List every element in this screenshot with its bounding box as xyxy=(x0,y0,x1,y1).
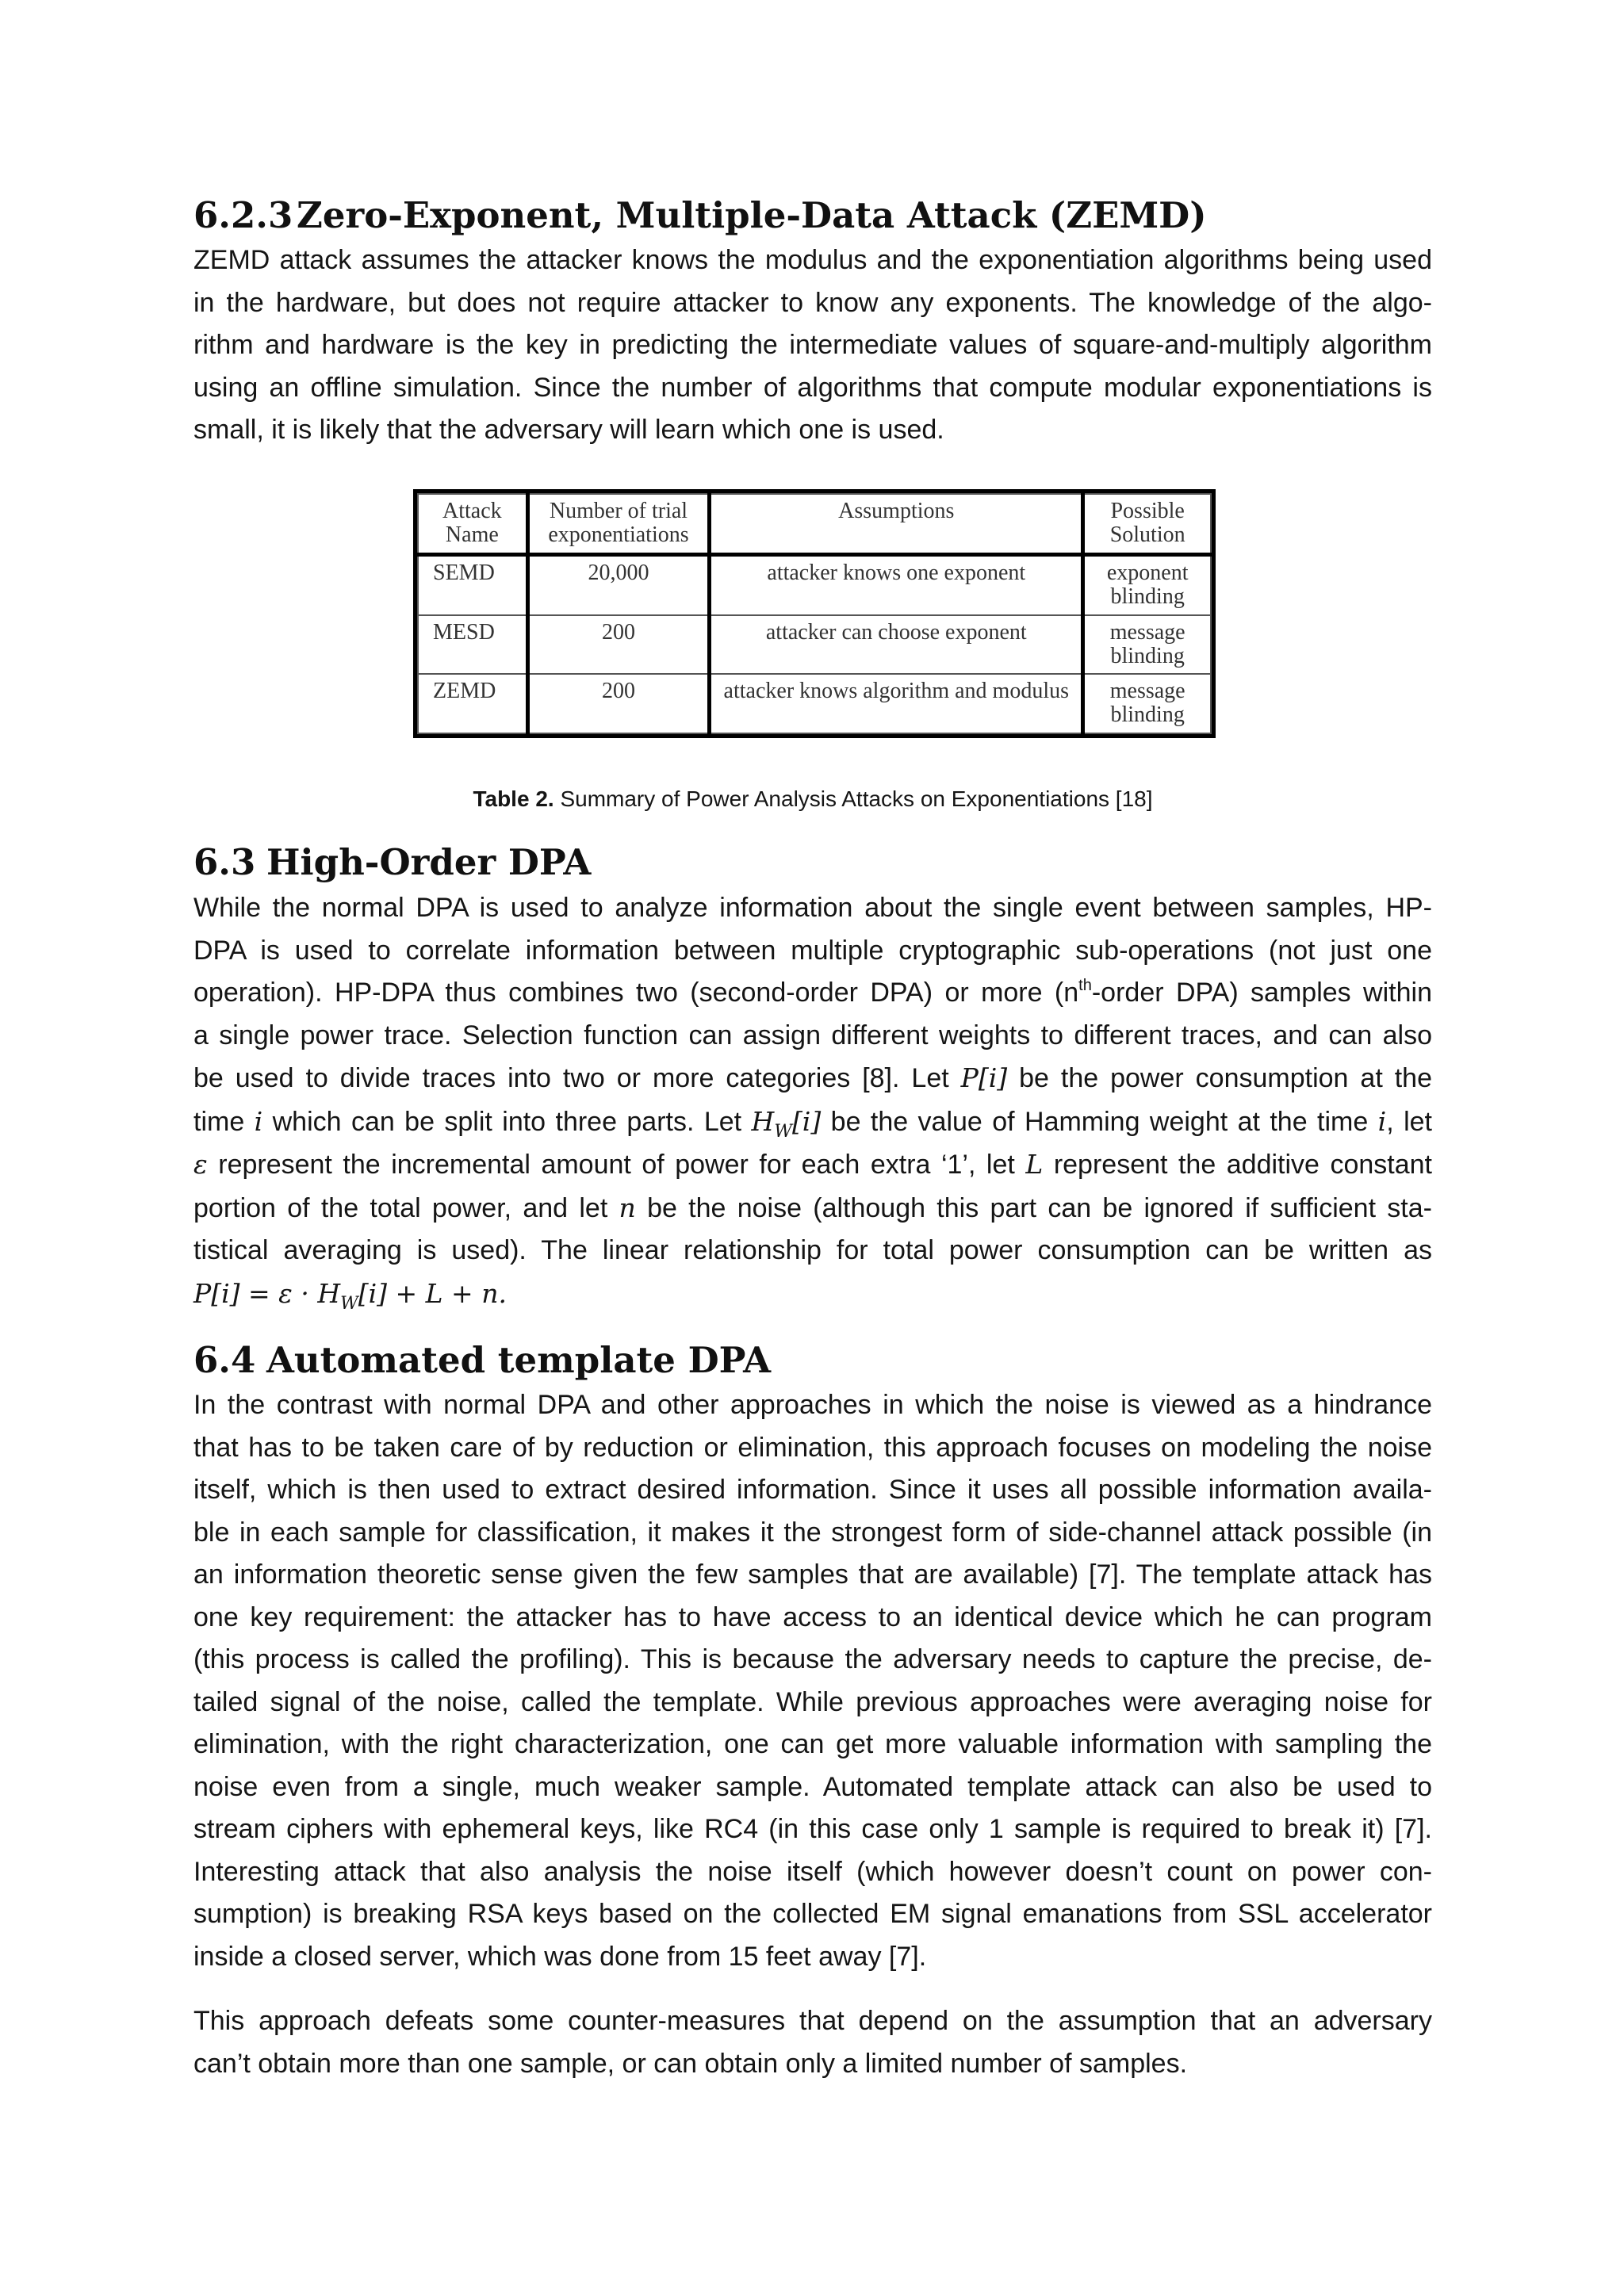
math-hw: $H_W[i]$ xyxy=(751,1105,822,1142)
cell-name: MESD xyxy=(418,615,527,675)
section-number: 6.2.3 xyxy=(193,194,293,236)
text-line: in the hardware, but does not require attacker to know any exponents. The knowledge of the algo- xyxy=(193,287,1432,318)
equation-line xyxy=(193,1272,1432,1316)
power-equation: $P[i] = \varepsilon \cdot H_W[i] + L + n$. xyxy=(193,1277,507,1314)
math-p-i: P[i] xyxy=(960,1062,1008,1093)
text-line: small, it is likely that the adversary will learn which one is used. xyxy=(193,415,944,445)
section-title: Zero-Exponent, Multiple-Data Attack (ZEMD) xyxy=(297,194,1207,236)
math-i: i xyxy=(1377,1105,1387,1137)
text-line: can’t obtain more than one sample, or can obtain only a limited number of samples. xyxy=(193,2048,1188,2079)
paragraph-zemd xyxy=(193,239,1432,452)
text-line: stream ciphers with ephemeral keys, like RC4 (in this case only 1 sample is required to break it) [7]. xyxy=(193,1814,1432,1844)
attacks-table xyxy=(413,489,1216,738)
section-title: High-Order DPA xyxy=(266,841,592,883)
text-line: In the contrast with normal DPA and other approaches in which the noise is viewed as a hindrance xyxy=(193,1390,1432,1420)
table-header-row xyxy=(418,494,1211,554)
text-line: ZEMD attack assumes the attacker knows the modulus and the exponentiation algorithms being used xyxy=(193,245,1432,275)
header-assumptions: Assumptions xyxy=(710,494,1083,554)
math-l: L xyxy=(1025,1149,1044,1180)
text-line: elimination, with the right characterization, one can get more valuable information with sampling the xyxy=(193,1729,1432,1759)
text-line: noise even from a single, much weaker sample. Automated template attack can also be used to xyxy=(193,1771,1432,1802)
math-epsilon: ε xyxy=(193,1149,208,1180)
text-line: This approach defeats some counter-measures that depend on the assumption that an adversary xyxy=(193,2006,1432,2036)
text-line: an information theoretic sense given the few samples that are available) [7]. The template attack has xyxy=(193,1559,1432,1590)
header-attack-name: Attack Name xyxy=(418,494,527,554)
text-line: While the normal DPA is used to analyze information about the single event between samples, HP- xyxy=(193,893,1432,923)
text-line: ε represent the incremental amount of power for each extra ‘1’, let L represent the additive constant xyxy=(193,1149,1433,1180)
caption-text: Summary of Power Analysis Attacks on Exponentiations [18] xyxy=(553,786,1153,811)
cell-solution: message blinding xyxy=(1083,674,1211,733)
text-line: tailed signal of the noise, called the template. While previous approaches were averaging noise for xyxy=(193,1686,1432,1717)
text-line: time i which can be split into three parts. Let $H_W[i]$ be the value of Hamming weight at the time i, let xyxy=(193,1105,1432,1142)
section-number: 6.3 xyxy=(193,841,256,883)
superscript-th: th xyxy=(1078,977,1092,994)
text-line: rithm and hardware is the key in predicting the intermediate values of square-and-multiply algorithm xyxy=(193,330,1432,360)
text-line: sumption) is breaking RSA keys based on the collected EM signal emanations from SSL accelerator xyxy=(193,1899,1432,1929)
text-line: one key requirement: the attacker has to have access to an identical device which he can program xyxy=(193,1601,1432,1632)
header-solution: Possible Solution xyxy=(1083,494,1211,554)
text-line: operation). HP-DPA thus combines two (second-order DPA) or more ($n^{th}$-order DPA) samples within xyxy=(193,977,1432,1008)
cell-trials: 200 xyxy=(527,674,710,733)
text-line: be used to divide traces into two or more categories [8]. Let P[i] be the power consumption at the xyxy=(193,1062,1432,1093)
text-line: portion of the total power, and let n be the noise (although this part can be ignored if sufficient sta- xyxy=(193,1192,1432,1223)
text-line: (this process is called the profiling). This is because the adversary needs to capture the precise, de- xyxy=(193,1644,1432,1674)
caption-label: Table 2. xyxy=(473,786,554,811)
cell-trials: 20,000 xyxy=(527,554,710,614)
text-line: DPA is used to correlate information between multiple cryptographic sub-operations (not just one xyxy=(193,935,1432,966)
cell-name: SEMD xyxy=(418,554,527,614)
cell-solution: message blinding xyxy=(1083,615,1211,675)
table-row xyxy=(418,674,1211,733)
table-row xyxy=(418,554,1211,614)
cell-trials: 200 xyxy=(527,615,710,675)
text-line: tistical averaging is used). The linear relationship for total power consumption can be written as xyxy=(193,1235,1432,1265)
cell-solution: exponent blinding xyxy=(1083,554,1211,614)
text-line: inside a closed server, which was done from 15 feet away [7]. xyxy=(193,1941,927,1972)
text-line: using an offline simulation. Since the number of algorithms that compute modular exponentiations is xyxy=(193,372,1432,403)
paragraph-countermeasures xyxy=(193,2000,1432,2085)
text-line: itself, which is then used to extract desired information. Since it uses all possible information availa- xyxy=(193,1475,1432,1505)
math-i: i xyxy=(254,1105,263,1137)
header-trials: Number of trial exponentiations xyxy=(527,494,710,554)
table-row xyxy=(418,615,1211,675)
text-line: ble in each sample for classification, it makes it the strongest form of side-channel attack possible (in xyxy=(193,1517,1432,1548)
math-n: n xyxy=(619,1192,636,1223)
cell-assumption: attacker can choose exponent xyxy=(710,615,1083,675)
section-title: Automated template DPA xyxy=(266,1339,772,1381)
paragraph-template-dpa xyxy=(193,1384,1432,1978)
section-heading-6-4 xyxy=(193,1338,771,1383)
paragraph-high-order-dpa xyxy=(193,887,1432,1315)
text-line: that has to be taken care of by reduction or elimination, this approach focuses on modeling the noise xyxy=(193,1432,1432,1463)
cell-assumption: attacker knows algorithm and modulus xyxy=(710,674,1083,733)
text-line: Interesting attack that also analysis the noise itself (which however doesn’t count on power con- xyxy=(193,1856,1432,1887)
cell-assumption: attacker knows one exponent xyxy=(710,554,1083,614)
section-number: 6.4 xyxy=(193,1339,256,1381)
cell-name: ZEMD xyxy=(418,674,527,733)
section-heading-6-3 xyxy=(193,840,591,885)
text-line: a single power trace. Selection function can assign different weights to different traces, and can also xyxy=(193,1020,1432,1050)
table-caption xyxy=(193,785,1432,813)
section-heading-6-2-3 xyxy=(193,193,1207,238)
